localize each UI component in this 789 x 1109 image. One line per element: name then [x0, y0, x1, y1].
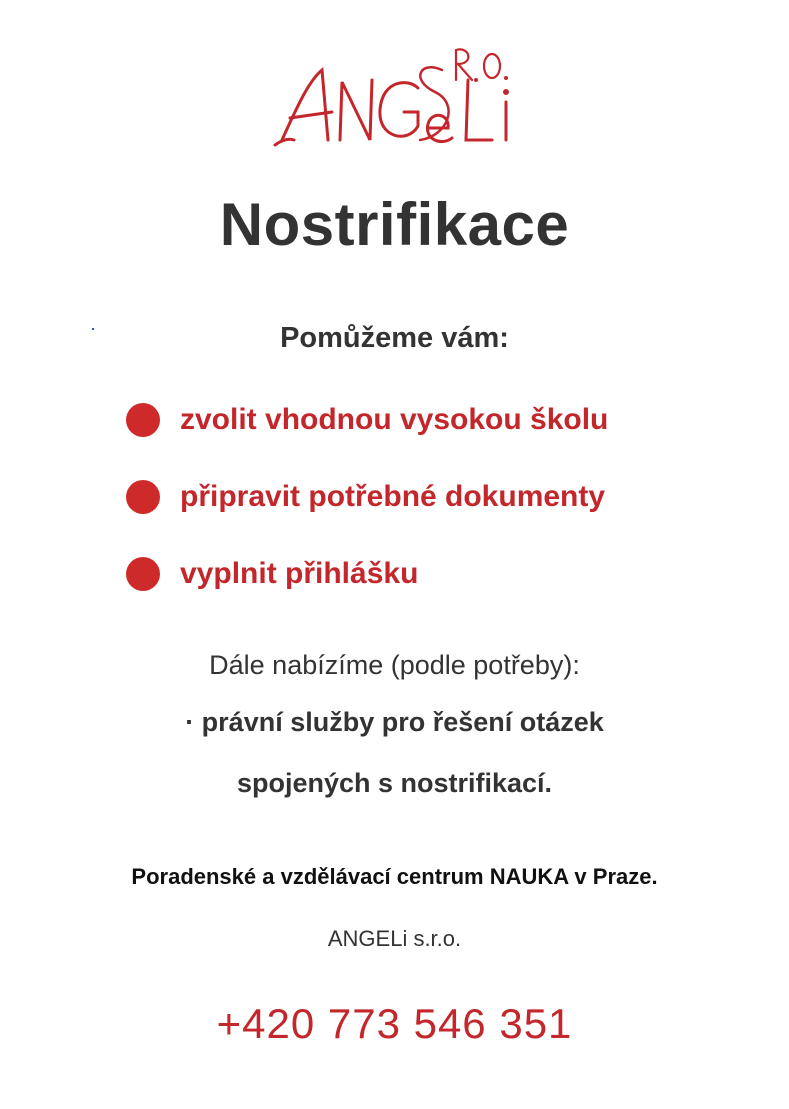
list-item-label: zvolit vhodnou vysokou školu — [180, 403, 609, 436]
help-list — [126, 398, 726, 629]
bullet-dot-icon — [126, 403, 160, 437]
offer-line-2: spojených s nostrifikací. — [236, 768, 553, 798]
angeli-logo — [270, 40, 520, 160]
center-name: Poradenské a vzdělávací centrum NAUKA v Praze. — [131, 864, 658, 889]
bullet-dot-icon — [126, 480, 160, 514]
list-item — [126, 398, 726, 475]
list-item — [126, 475, 726, 552]
page-title: Nostrifikace — [219, 191, 570, 258]
list-item-label: vyplnit přihlášku — [180, 557, 419, 590]
phone-number[interactable]: +420 773 546 351 — [216, 1000, 573, 1047]
offer-line-1: · právní služby pro řešení otázek — [185, 707, 604, 737]
offer-intro: Dále nabízíme (podle potřeby): — [209, 650, 580, 680]
list-item — [126, 552, 726, 629]
bullet-dot-icon — [126, 557, 160, 591]
help-heading: Pomůžeme vám: — [280, 322, 509, 354]
list-item-label: připravit potřebné dokumenty — [180, 480, 606, 513]
logo-graphic — [270, 40, 520, 160]
company-name: ANGELi s.r.o. — [327, 926, 462, 951]
